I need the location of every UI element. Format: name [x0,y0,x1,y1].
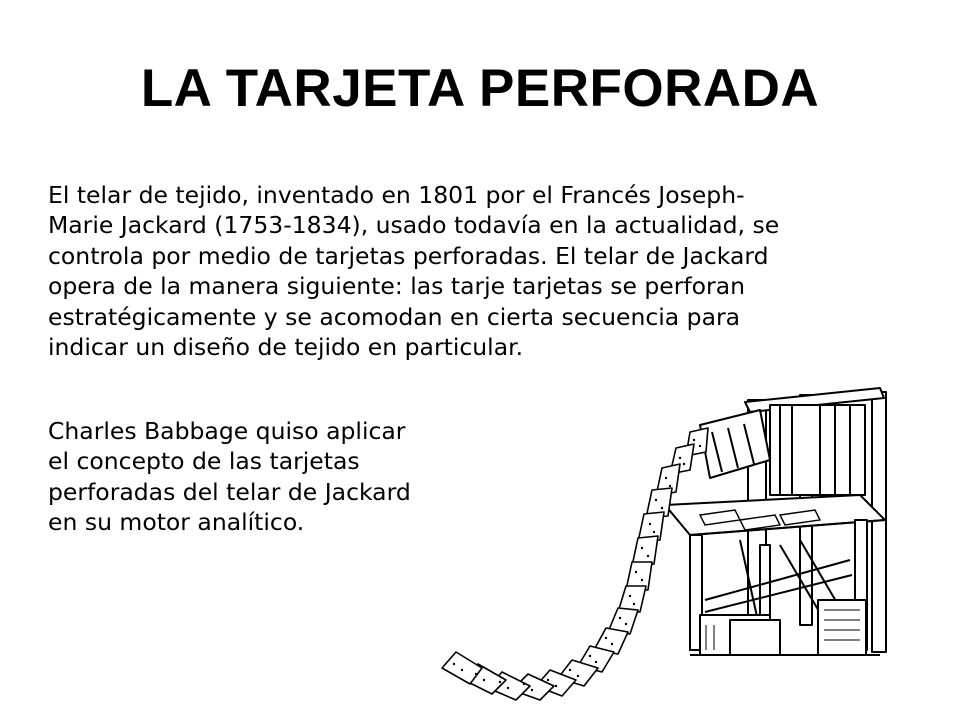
paragraph-babbage [48,416,488,538]
text-line: el concepto de las tarjetas [48,447,360,476]
text-line: indicar un diseño de tejido en particular. [48,333,524,362]
text-line: controla por medio de tarjetas perforadas. El telar de Jackard [48,241,769,270]
jackard-loom-illustration [425,385,895,710]
text-line: estratégicamente y se acomodan en cierta secuencia para [48,302,741,331]
text-line: Marie Jackard (1753-1834), usado todavía en la actualidad, se [48,211,780,240]
slide-title: LA TARJETA PERFORADA [140,59,820,118]
text-line: en su motor analítico. [48,508,305,537]
text-line: opera de la manera siguiente: las tarje tarjetas se perforan [48,272,746,301]
text-line: El telar de tejido, inventado en 1801 por el Francés Joseph- [48,181,745,209]
text-line: Charles Babbage quiso aplicar [48,417,406,445]
text-line: perforadas del telar de Jackard [48,477,411,506]
paragraph-jackard-loom [48,180,908,362]
